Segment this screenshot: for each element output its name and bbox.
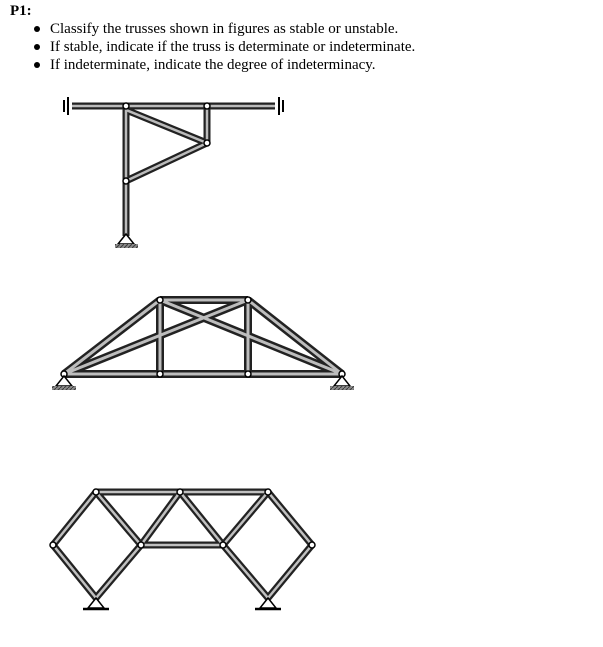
member	[72, 106, 275, 236]
instruction-item: Classify the trusses shown in figures as stable or unstable.	[0, 20, 415, 38]
pin-support-right	[255, 598, 281, 609]
pin-support-left	[52, 376, 76, 390]
instruction-item: If stable, indicate if the truss is determinate or indeterminate.	[0, 38, 415, 56]
pin-support-left	[64, 97, 68, 115]
problem-title: P1:	[10, 3, 32, 19]
diamond-truss-figure	[50, 489, 315, 609]
pin-support-left	[83, 598, 109, 609]
member	[64, 300, 342, 374]
t-frame-truss-figure	[64, 97, 283, 248]
pin-support-right	[279, 97, 283, 115]
joint	[61, 297, 345, 377]
base-support	[115, 234, 138, 248]
pin-support-right	[330, 376, 354, 390]
trapezoid-truss-figure	[52, 297, 354, 390]
instruction-item: If indeterminate, indicate the degree of indeterminacy.	[0, 56, 415, 74]
